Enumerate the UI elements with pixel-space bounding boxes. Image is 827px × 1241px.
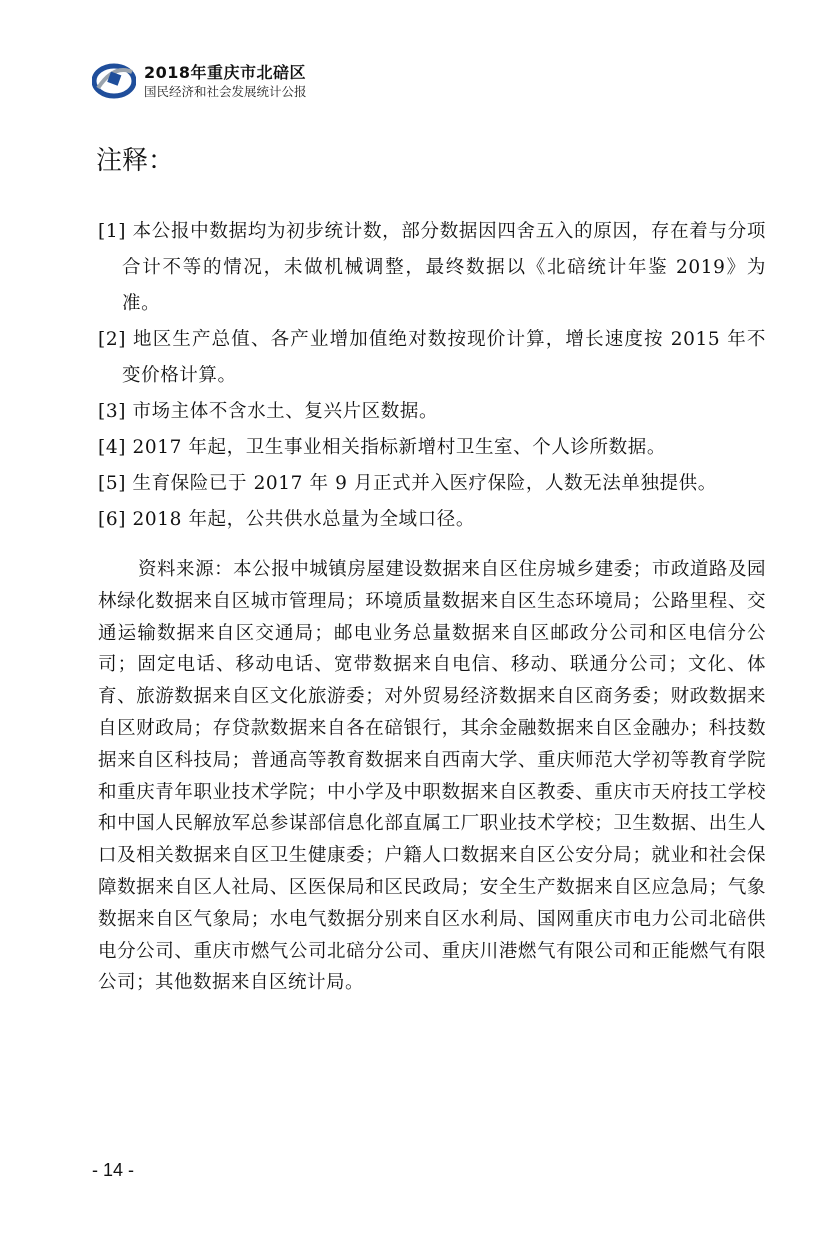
data-source-paragraph: 资料来源：本公报中城镇房屋建设数据来自区住房城乡建委；市政道路及园林绿化数据来自区城市管理局；环境质量数据来自区生态环境局；公路里程、交通运输数据来自区交通局；邮电业务总量数据来自区邮政分公司和区电信分公司；固定电话、移动电话、宽带数据来自电信、移动、联通分公司；文化、体育、旅游数据来自区文化旅游委；对外贸易经济数据来自区商务委；财政数据来自区财政局；存贷款数据来自各在碚银行，其余金融数据来自区金融办；科技数据来自区科技局；普通高等教育数据来自西南大学、重庆师范大学初等教育学院和重庆青年职业技术学院；中小学及中职数据来自区教委、重庆市天府技工学校和中国人民解放军总参谋部信息化部直属工厂职业技术学校；卫生数据、出生人口及相关数据来自区卫生健康委；户籍人口数据来自区公安分局；就业和社会保障数据来自区人社局、区医保局和区民政局；安全生产数据来自区应急局；气象数据来自区气象局；水电气数据分别来自区水利局、国网重庆市电力公司北碚供电分公司、重庆市燃气公司北碚分公司、重庆川港燃气有限公司和正能燃气有限公司；其他数据来自区统计局。 <box>98 559 766 994</box>
header-title: 2018年重庆市北碚区 <box>144 63 307 82</box>
page-number: - 14 - <box>92 1160 135 1180</box>
header-subtitle: 国民经济和社会发展统计公报 <box>144 84 307 99</box>
note-item: [4] 2017 年起，卫生事业相关指标新增村卫生室、个人诊所数据。 <box>98 437 666 458</box>
page-title: 注释： <box>96 146 175 176</box>
report-header <box>92 58 352 102</box>
note-item: [2] 地区生产总值、各产业增加值绝对数按现价计算，增长速度按 2015 年不变价格计算。 <box>98 329 766 386</box>
notes-list <box>98 214 766 538</box>
note-item: [5] 生育保险已于 2017 年 9 月正式并入医疗保险，人数无法单独提供。 <box>98 473 717 494</box>
note-item: [6] 2018 年起，公共供水总量为全域口径。 <box>98 509 475 530</box>
bureau-logo-icon <box>92 58 136 102</box>
note-item: [3] 市场主体不含水土、复兴片区数据。 <box>98 401 439 422</box>
note-item: [1] 本公报中数据均为初步统计数，部分数据因四舍五入的原因，存在着与分项合计不等的情况，未做机械调整，最终数据以《北碚统计年鉴 2019》为准。 <box>98 221 766 314</box>
